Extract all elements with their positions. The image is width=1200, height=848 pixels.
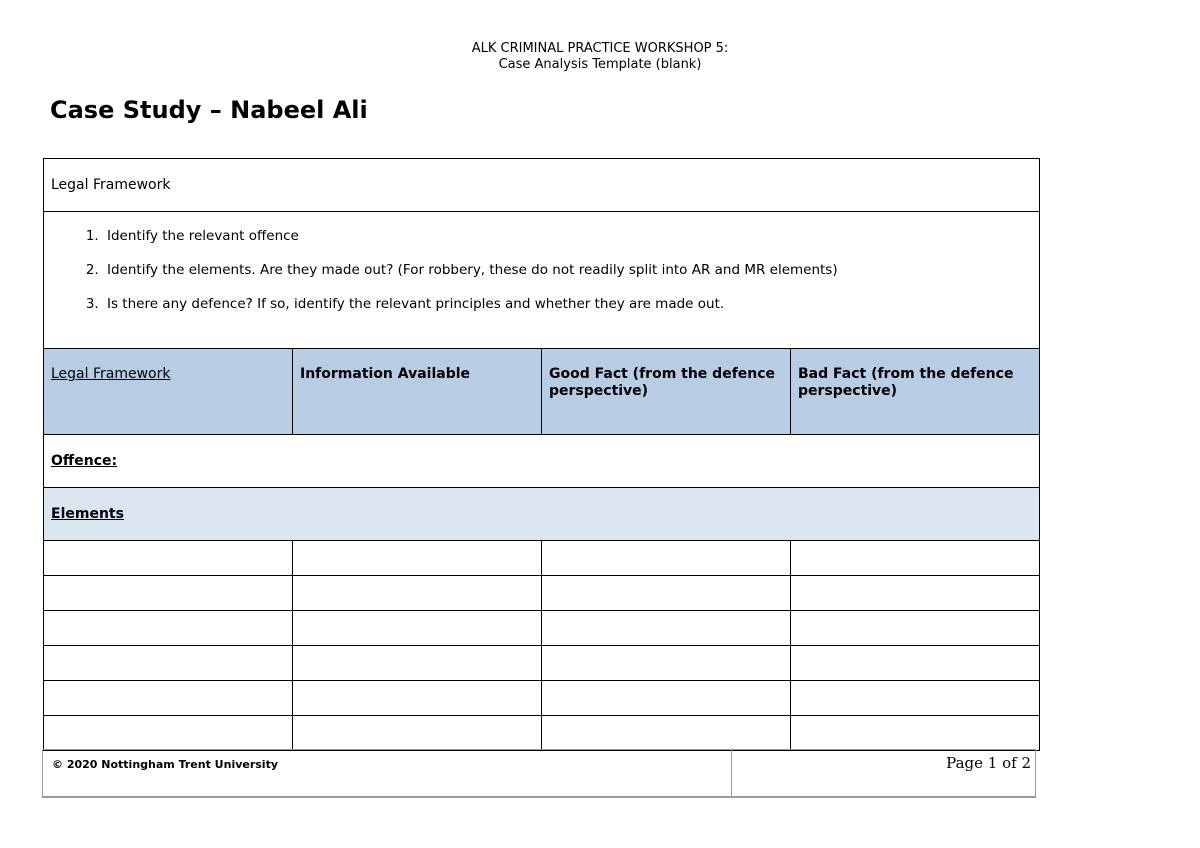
table-cell[interactable] [44,541,293,576]
table-row [44,646,1040,681]
table-cell[interactable] [791,541,1040,576]
table-cell[interactable] [44,611,293,646]
page-title: Case Study – Nabeel Ali [50,96,368,124]
instruction-item: 2. Identify the elements. Are they made out? (For robbery, these do not readily split into AR and MR elements) [103,262,1032,279]
table-cell[interactable] [44,681,293,716]
table-row [44,576,1040,611]
column-header-row [44,349,1040,435]
column-header-legal-framework: Legal Framework [51,366,171,382]
table-cell[interactable] [44,646,293,681]
table-row [44,541,1040,576]
column-header-good-fact: Good Fact (from the defence perspective) [542,349,791,435]
header-line-2: Case Analysis Template (blank) [498,57,702,72]
instruction-item: 3. Is there any defence? If so, identify the relevant principles and whether they are made out. [103,296,1032,313]
table-cell[interactable] [293,716,542,751]
table-cell[interactable] [542,541,791,576]
table-cell[interactable] [542,646,791,681]
instruction-list [51,228,1032,313]
table-cell[interactable] [542,611,791,646]
table-row [44,681,1040,716]
legal-framework-heading: Legal Framework [44,159,1040,212]
instructions-row [44,212,1040,349]
table-cell[interactable] [44,716,293,751]
table-cell[interactable] [791,681,1040,716]
offence-row [44,435,1040,488]
elements-row [44,488,1040,541]
table-cell[interactable] [44,576,293,611]
table-cell[interactable] [791,716,1040,751]
instruction-item: 1. Identify the relevant offence [103,228,1032,245]
legal-framework-row [44,159,1040,212]
table-cell[interactable] [293,611,542,646]
page-footer [42,749,1036,798]
table-cell[interactable] [791,646,1040,681]
table-cell[interactable] [293,646,542,681]
table-cell[interactable] [293,576,542,611]
page-number: Page 1 of 2 [732,750,1036,798]
column-header-information: Information Available [293,349,542,435]
table-cell[interactable] [293,541,542,576]
case-analysis-table [43,158,1040,751]
footer-copyright: © 2020 Nottingham Trent University [43,750,732,798]
table-cell[interactable] [542,716,791,751]
table-cell[interactable] [293,681,542,716]
offence-label: Offence: [51,453,118,469]
table-cell[interactable] [542,576,791,611]
table-cell[interactable] [542,681,791,716]
table-cell[interactable] [791,576,1040,611]
table-cell[interactable] [791,611,1040,646]
table-row [44,716,1040,751]
elements-label: Elements [51,506,124,522]
document-header [0,41,1200,73]
header-line-1: ALK CRIMINAL PRACTICE WORKSHOP 5: [471,41,729,56]
column-header-bad-fact: Bad Fact (from the defence perspective) [791,349,1040,435]
table-row [44,611,1040,646]
